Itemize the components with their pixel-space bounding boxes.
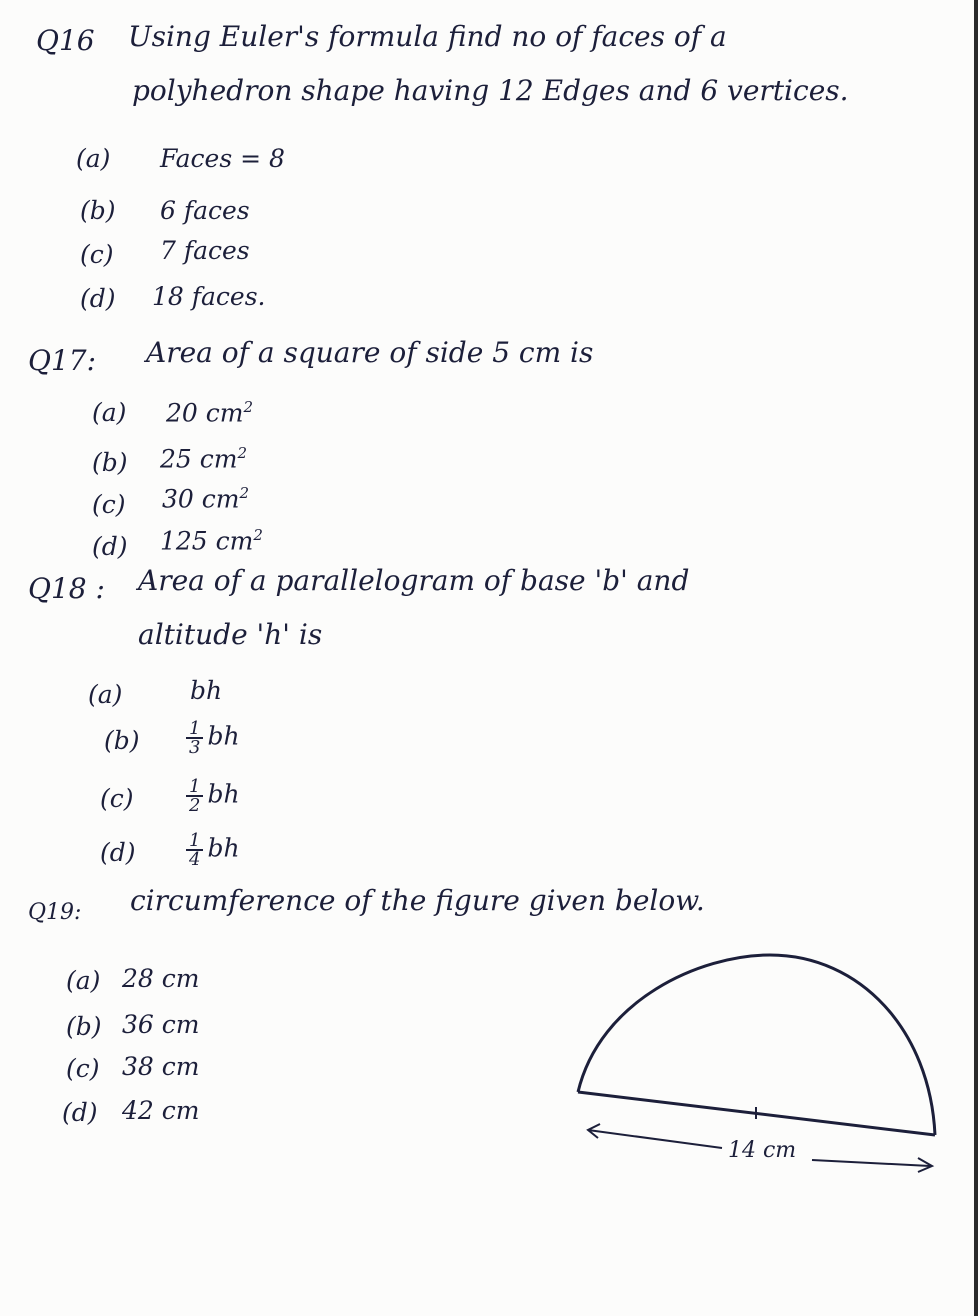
- q17-option-a-value: 20 $cm^2$: [166, 398, 254, 428]
- q18-option-a-expr: bh: [190, 676, 223, 705]
- q16-option-c-text: 7 faces: [160, 236, 250, 265]
- q19-option-c-label: (c): [66, 1054, 100, 1083]
- fraction: $\frac{1}{4}$: [186, 832, 203, 868]
- q16-option-d-text: 18 faces.: [152, 282, 266, 311]
- q16-option-d-label: (d): [80, 284, 116, 313]
- q19-option-d-text: 42 cm: [122, 1096, 200, 1125]
- q19-option-b-text: 36 cm: [122, 1010, 200, 1039]
- diameter-label: 14 cm: [728, 1138, 797, 1163]
- q16-option-a-label: (a): [76, 144, 111, 173]
- q19-number: Q19:: [28, 900, 82, 925]
- q17-option-b-label: (b): [92, 448, 128, 477]
- q18-option-b-expr: $\frac{1}{3}$ bh: [186, 720, 240, 756]
- q16-option-a-text: Faces = 8: [160, 144, 285, 173]
- q19-option-a-label: (a): [66, 966, 101, 995]
- dimension-line-left: [588, 1130, 722, 1148]
- fraction: $\frac{1}{2}$: [186, 778, 203, 814]
- q19-option-c-text: 38 cm: [122, 1052, 200, 1081]
- dimension-line-right: [812, 1160, 930, 1166]
- q18-option-c-expr: $\frac{1}{2}$ bh: [186, 778, 240, 814]
- q17-option-b-value: 25 $cm^2$: [160, 444, 248, 474]
- q18-option-d-label: (d): [100, 838, 136, 867]
- q17-option-d-label: (d): [92, 532, 128, 561]
- q16-option-b-text: 6 faces: [160, 196, 250, 225]
- q16-option-b-label: (b): [80, 196, 116, 225]
- q17-stem: Area of a square of side 5 cm is: [146, 336, 594, 369]
- q18-option-a-label: (a): [88, 680, 123, 709]
- q17-option-a-label: (a): [92, 398, 127, 427]
- fraction: $\frac{1}{3}$: [186, 720, 203, 756]
- q19-option-b-label: (b): [66, 1012, 102, 1041]
- q18-stem-line2: altitude 'h' is: [138, 618, 323, 651]
- q19-stem: circumference of the figure given below.: [130, 884, 705, 917]
- q18-stem-line1: Area of a parallelogram of base 'b' and: [138, 564, 690, 597]
- q17-option-d-value: 125 $cm^2$: [160, 526, 263, 556]
- q18-option-b-label: (b): [104, 726, 140, 755]
- q17-option-c-label: (c): [92, 490, 126, 519]
- q17-number: Q17:: [28, 344, 97, 377]
- q16-option-c-label: (c): [80, 240, 114, 269]
- q18-option-c-label: (c): [100, 784, 134, 813]
- q18-option-d-expr: $\frac{1}{4}$ bh: [186, 832, 240, 868]
- q19-option-a-text: 28 cm: [122, 964, 200, 993]
- q16-stem-line1: Using Euler's formula find no of faces of a: [128, 20, 727, 53]
- q18-number: Q18 :: [28, 572, 105, 605]
- q19-option-d-label: (d): [62, 1098, 98, 1127]
- q17-option-c-value: 30 $cm^2$: [162, 484, 250, 514]
- q16-stem-line2: polyhedron shape having 12 Edges and 6 vertices.: [132, 74, 849, 107]
- q16-number: Q16: [36, 24, 95, 57]
